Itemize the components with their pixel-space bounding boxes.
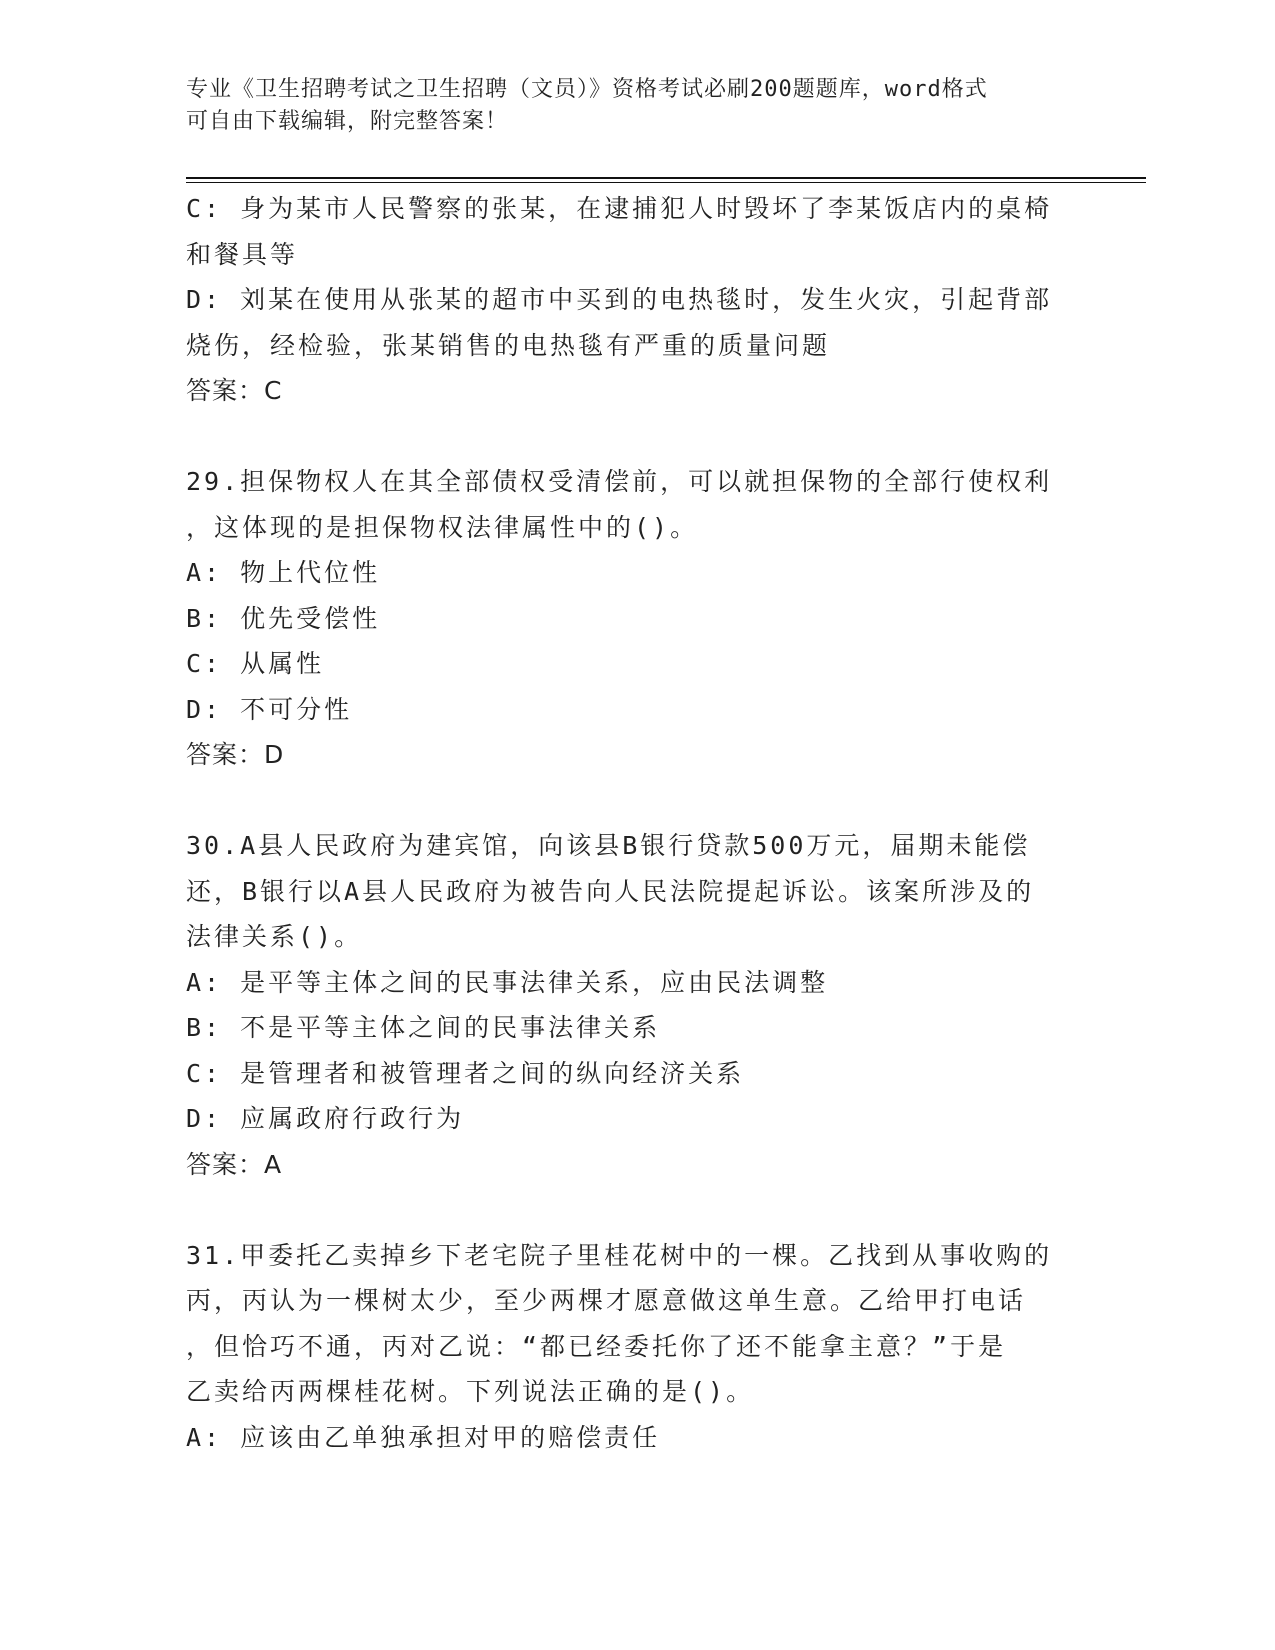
option-a: A: 应该由乙单独承担对甲的赔偿责任 xyxy=(186,1422,661,1452)
header-line-1: 专业《卫生招聘考试之卫生招聘（文员）》资格考试必刷200题题库，word格式 xyxy=(186,77,988,102)
option-d-line-2: 烧伤，经检验，张某销售的电热毯有严重的质量问题 xyxy=(186,330,831,360)
question-stem: 丙，丙认为一棵树太少，至少两棵才愿意做这单生意。乙给甲打电话 xyxy=(186,1286,1027,1315)
option-c: C: 从属性 xyxy=(186,649,325,678)
question-stem: 乙卖给丙两棵桂花树。下列说法正确的是()。 xyxy=(186,1377,755,1406)
option-d: D: 不可分性 xyxy=(186,694,353,724)
question-28-continued xyxy=(186,186,1086,414)
option-b: B: 不是平等主体之间的民事法律关系 xyxy=(186,1013,661,1042)
question-30 xyxy=(186,823,1086,1187)
header-line-2: 可自由下载编辑，附完整答案！ xyxy=(186,109,509,134)
option-a: A: 物上代位性 xyxy=(186,558,381,587)
option-c-line-1: C: 身为某市人民警察的张某，在逮捕犯人时毁坏了李某饭店内的桌椅 xyxy=(186,194,1053,223)
header-rule-thin xyxy=(186,182,1146,183)
question-stem: 29.担保物权人在其全部债权受清偿前，可以就担保物的全部行使权利 xyxy=(186,467,1053,496)
question-stem: ，这体现的是担保物权法律属性中的()。 xyxy=(186,512,699,542)
question-29 xyxy=(186,459,1086,778)
spacer xyxy=(186,414,1086,460)
question-stem: 30.A县人民政府为建宾馆，向该县B银行贷款500万元，届期未能偿 xyxy=(186,831,1031,860)
option-b: B: 优先受偿性 xyxy=(186,603,381,633)
question-stem: 31.甲委托乙卖掉乡下老宅院子里桂花树中的一棵。乙找到从事收购的 xyxy=(186,1240,1053,1270)
document-body xyxy=(186,186,1086,1460)
question-stem: ，但恰巧不通，丙对乙说：“都已经委托你了还不能拿主意？”于是 xyxy=(186,1331,1007,1361)
option-d: D: 应属政府行政行为 xyxy=(186,1104,465,1133)
question-stem: 还，B银行以A县人民政府为被告向人民法院提起诉讼。该案所涉及的 xyxy=(186,876,1035,906)
answer-30: 答案：A xyxy=(186,1149,283,1179)
question-31 xyxy=(186,1233,1086,1461)
option-c: C: 是管理者和被管理者之间的纵向经济关系 xyxy=(186,1058,745,1088)
option-c-line-2: 和餐具等 xyxy=(186,239,299,269)
question-stem: 法律关系()。 xyxy=(186,922,363,951)
spacer xyxy=(186,778,1086,824)
header-rule-thick xyxy=(186,177,1146,179)
document-header xyxy=(186,74,1066,138)
answer-28: 答案：C xyxy=(186,376,283,405)
option-d-line-1: D: 刘某在使用从张某的超市中买到的电热毯时，发生火灾，引起背部 xyxy=(186,285,1053,314)
option-a: A: 是平等主体之间的民事法律关系，应由民法调整 xyxy=(186,967,829,997)
spacer xyxy=(186,1187,1086,1233)
answer-29: 答案：D xyxy=(186,740,285,769)
